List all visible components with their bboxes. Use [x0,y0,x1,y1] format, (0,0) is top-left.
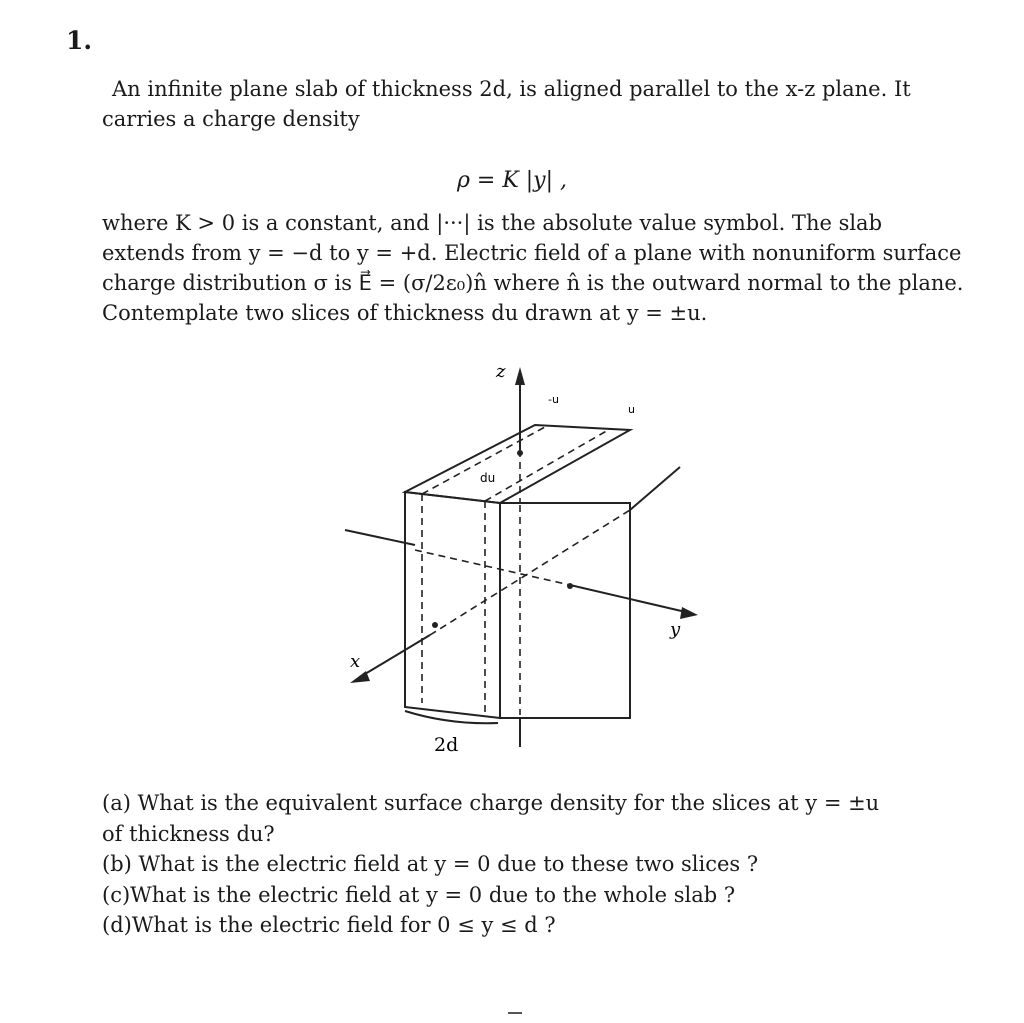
z-axis-label: z [496,361,506,382]
y-axis-label: y [670,619,681,640]
intro-line-2: carries a charge density [102,107,360,131]
x-axis-front [360,635,430,677]
y-tick-marker [567,583,573,589]
charge-density-equation: ρ = K |y| , [456,168,568,193]
questions-list [102,788,879,941]
intro-line-1: An infinite plane slab of thickness 2d, is aligned parallel to the x-z plane. It [112,77,911,101]
page-footer-mark [508,1012,522,1014]
question-c: (c)What is the electric field at y = 0 due to the whole slab ? [102,882,736,907]
x-axis-label: x [350,651,361,672]
question-d: (d)What is the electric field for 0 ≤ y ≤ d ? [102,913,556,937]
body-line-3: charge distribution σ is E⃗ = (σ/2ε₀)n̂ where n̂ is the outward normal to the plane. [102,271,964,295]
body-line-2: extends from y = −d to y = +d. Electric field of a plane with nonuniform surface [102,241,962,265]
z-arrow-icon [515,367,525,385]
y-axis-hidden [415,550,570,585]
body-line-1: where K > 0 is a constant, and |···| is the absolute value symbol. The slab [102,211,883,235]
question-a-line-1: (a) What is the equivalent surface charge density for the slices at y = ±u [102,791,880,815]
problem-body [102,208,982,328]
problem-number: 1. [66,26,93,55]
problem-intro [102,74,982,134]
slab-figure [330,355,710,755]
neg-u-label: -u [548,393,559,406]
z-tick-marker [517,450,523,456]
u-label: u [628,403,635,416]
body-line-4: Contemplate two slices of thickness du drawn at y = ±u. [102,301,708,325]
question-b: (b) What is the electric field at y = 0 due to these two slices ? [102,852,759,876]
y-arrow-icon [680,607,698,619]
slice-top-right [485,429,610,501]
thickness-label: 2d [434,734,459,755]
x-tick-marker [432,622,438,628]
x-axis-back [630,467,680,510]
du-label: du [480,471,496,485]
x-axis-hidden [430,510,630,635]
question-a-line-2: of thickness du? [102,821,275,846]
slab-top-face [405,425,630,503]
